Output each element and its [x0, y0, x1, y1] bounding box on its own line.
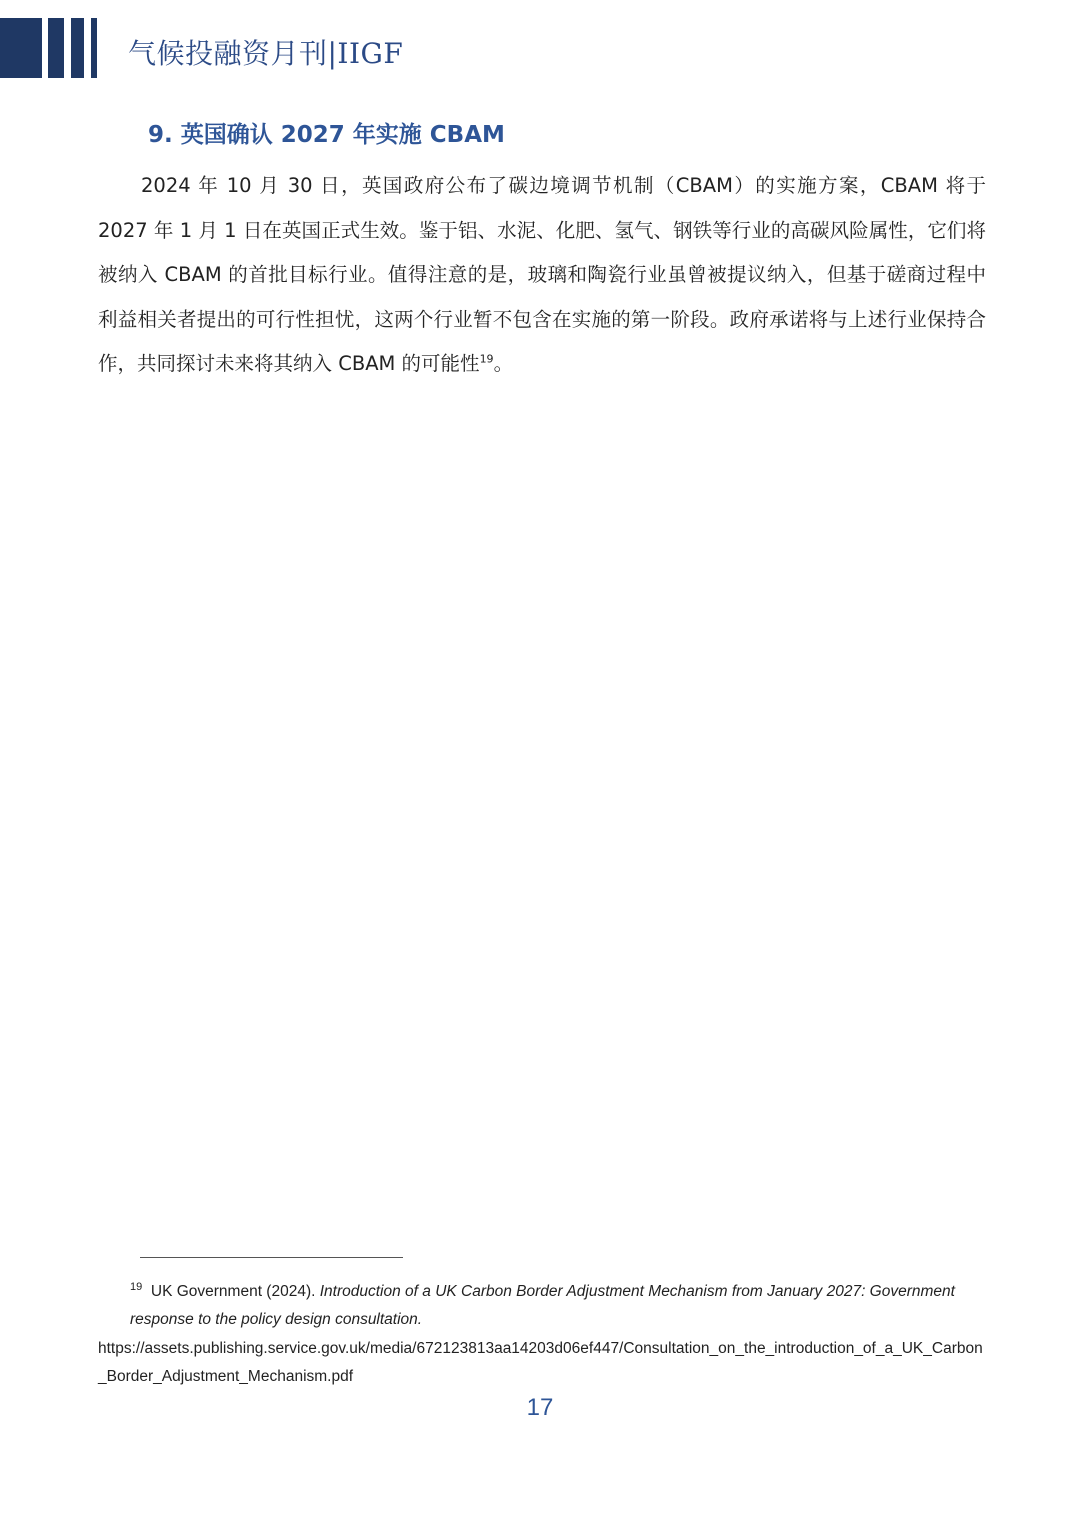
header-bar: [91, 18, 97, 78]
footnote-reference[interactable]: 19: [479, 352, 494, 366]
footnote-citation: [98, 1278, 988, 1335]
paragraph-end-mark: 。: [493, 352, 514, 375]
footnote: [98, 1278, 988, 1391]
publication-title: 气候投融资月刊|IIGF: [128, 37, 404, 70]
section-heading: 9. 英国确认 2027 年实施 CBAM: [148, 122, 505, 148]
footnote-url[interactable]: https://assets.publishing.service.gov.uk/media/672123813aa14203d06ef447/Consultation_on_the_introduction_of_a_UK_Carbon_Border_Adjustment_Mechanism.pdf: [98, 1339, 983, 1385]
page-number: 17: [526, 1394, 554, 1421]
header-logo-bars: [0, 18, 100, 78]
header-bar: [48, 18, 64, 78]
footnote-number: 19: [130, 1280, 143, 1293]
header-bar: [0, 18, 42, 78]
footnote-document-title: Introduction of a UK Carbon Border Adjustment Mechanism from January 2027: Government response to the policy design consultation.: [130, 1283, 955, 1329]
paragraph-text: 2024 年 10 月 30 日，英国政府公布了碳边境调节机制（CBAM）的实施方案，CBAM 将于 2027 年 1 月 1 日在英国正式生效。鉴于铝、水泥、化肥、氢气、钢铁等行业的高碳风险属性，它们将被纳入 CBAM 的首批目标行业。值得注意的是，玻璃和陶瓷行业虽曾被提议纳入，但基于磋商过程中利益相关者提出的可行性担忧，这两个行业暂不包含在实施的第一阶段。政府承诺将与上述行业保持合作，共同探讨未来将其纳入 CBAM 的可能性: [98, 174, 986, 375]
header-bar: [71, 18, 84, 78]
body-paragraph: [98, 164, 986, 387]
footnote-separator: [140, 1257, 403, 1258]
footnote-author: UK Government (2024).: [150, 1283, 320, 1300]
